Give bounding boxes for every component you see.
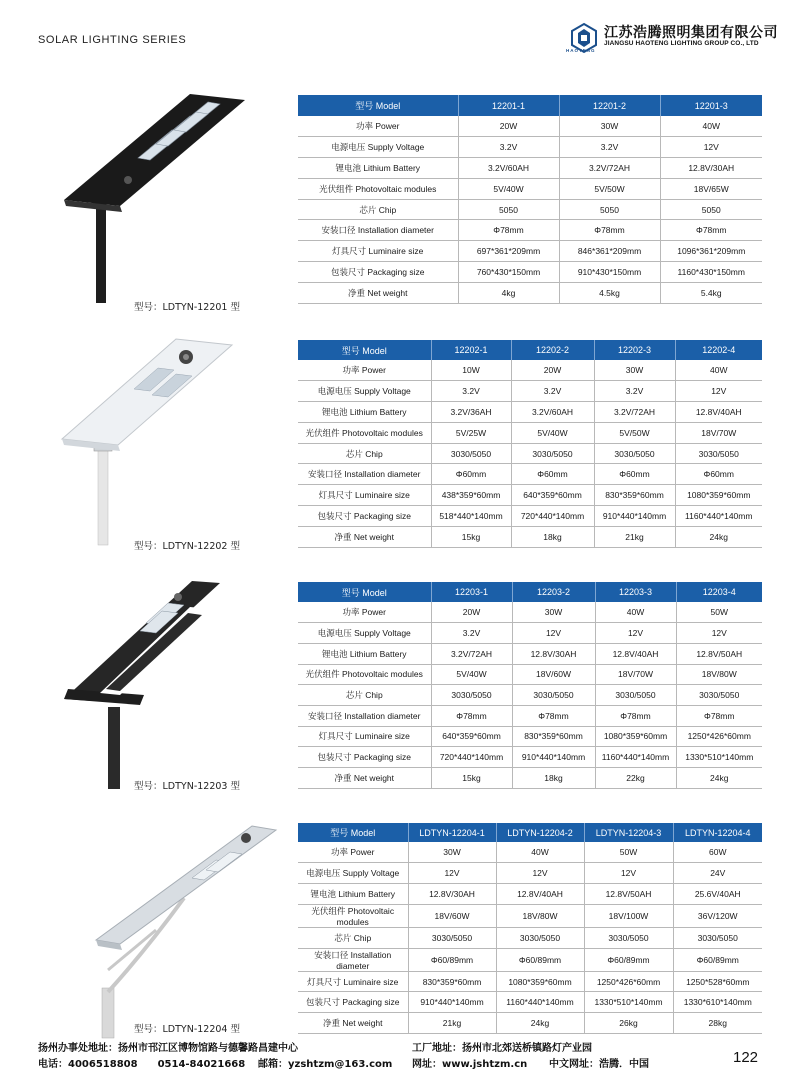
lamp-12201-image [50, 88, 260, 308]
spec-value: 12.8V/30AH [408, 884, 496, 905]
spec-table-12203 [298, 582, 762, 789]
table-row [298, 884, 762, 905]
spec-value: Φ78mm [512, 705, 595, 726]
spec-value: 1160*440*140mm [675, 506, 762, 527]
spec-value: 22kg [595, 768, 676, 789]
spec-value: 3.2V/60AH [511, 402, 594, 423]
spec-value: 5V/40W [458, 178, 559, 199]
spec-label: 锂电池 Lithium Battery [298, 158, 458, 179]
table-row [298, 178, 762, 199]
spec-value: 3030/5050 [594, 443, 675, 464]
model-label-12203: 型号：LDTYN-12203 型 [134, 781, 240, 792]
website: 网址：www.jshtzm.cn [412, 1059, 528, 1070]
spec-label: 锂电池 Lithium Battery [298, 884, 408, 905]
spec-value: 3.2V/36AH [431, 402, 511, 423]
spec-value: 5.4kg [660, 282, 762, 303]
spec-label: 净重 Net weight [298, 1013, 408, 1034]
spec-value: 36V/120W [673, 904, 762, 927]
spec-value: 1080*359*60mm [595, 726, 676, 747]
spec-label: 灯具尺寸 Luminaire size [298, 971, 408, 992]
table-row [298, 685, 762, 706]
table-row [298, 842, 762, 863]
spec-value: 3.2V/72AH [559, 158, 660, 179]
spec-value: Φ60mm [594, 464, 675, 485]
spec-label: 功率 Power [298, 360, 431, 381]
header-model-label: 型号 Model [298, 340, 431, 360]
spec-value: 910*440*140mm [512, 747, 595, 768]
spec-label: 芯片 Chip [298, 927, 408, 948]
header-model-variant: 12203-1 [431, 582, 512, 602]
table-row [298, 768, 762, 789]
table-row [298, 137, 762, 158]
logo-text: HAOTENG [566, 48, 596, 53]
spec-value: Φ60mm [431, 464, 511, 485]
spec-value: 1096*361*209mm [660, 241, 762, 262]
spec-value: 3030/5050 [431, 443, 511, 464]
spec-value: 3.2V [431, 381, 511, 402]
spec-value: 40W [496, 842, 584, 863]
spec-value: 3.2V [431, 623, 512, 644]
spec-value: 12V [512, 623, 595, 644]
table-row [298, 241, 762, 262]
spec-value: 3030/5050 [408, 927, 496, 948]
spec-value: Φ78mm [431, 705, 512, 726]
spec-value: 12V [676, 623, 762, 644]
spec-value: 10W [431, 360, 511, 381]
table-row [298, 927, 762, 948]
spec-value: 3030/5050 [496, 927, 584, 948]
spec-value: 3.2V/72AH [594, 402, 675, 423]
spec-value: 30W [559, 116, 660, 137]
spec-value: 1250*426*60mm [584, 971, 673, 992]
spec-value: 830*359*60mm [512, 726, 595, 747]
spec-label: 净重 Net weight [298, 768, 431, 789]
spec-value: 12.8V/30AH [512, 643, 595, 664]
spec-value: 910*440*140mm [408, 992, 496, 1013]
table-row [298, 464, 762, 485]
spec-value: 15kg [431, 768, 512, 789]
spec-value: 18V/80W [496, 904, 584, 927]
spec-value: 3030/5050 [511, 443, 594, 464]
spec-label: 电源电压 Supply Voltage [298, 623, 431, 644]
table-row [298, 526, 762, 547]
spec-value: 20W [511, 360, 594, 381]
header-model-variant: 12201-1 [458, 95, 559, 116]
spec-label: 安装口径 Installation diameter [298, 220, 458, 241]
spec-value: Φ60/89mm [496, 948, 584, 971]
spec-value: 18V/70W [675, 422, 762, 443]
spec-value: 4.5kg [559, 282, 660, 303]
table-row [298, 402, 762, 423]
table-row [298, 158, 762, 179]
lamp-12203-image [60, 577, 260, 792]
spec-value: 1330*610*140mm [673, 992, 762, 1013]
spec-label: 安装口径 Installation diameter [298, 948, 408, 971]
spec-value: 21kg [408, 1013, 496, 1034]
spec-value: 12.8V/50AH [676, 643, 762, 664]
spec-value: Φ78mm [559, 220, 660, 241]
spec-value: 28kg [673, 1013, 762, 1034]
header-model-variant: 12201-2 [559, 95, 660, 116]
spec-value: 1160*440*140mm [595, 747, 676, 768]
spec-value: 3.2V/60AH [458, 158, 559, 179]
spec-value: 24V [673, 863, 762, 884]
spec-value: Φ60/89mm [673, 948, 762, 971]
table-row [298, 199, 762, 220]
table-row [298, 971, 762, 992]
spec-value: 26kg [584, 1013, 673, 1034]
table-row [298, 381, 762, 402]
spec-value: 830*359*60mm [408, 971, 496, 992]
spec-label: 功率 Power [298, 602, 431, 623]
spec-label: 包装尺寸 Packaging size [298, 992, 408, 1013]
table-row [298, 664, 762, 685]
spec-value: 846*361*209mm [559, 241, 660, 262]
spec-value: 5050 [660, 199, 762, 220]
spec-value: Φ60/89mm [584, 948, 673, 971]
table-row [298, 623, 762, 644]
spec-value: 15kg [431, 526, 511, 547]
spec-value: 12V [595, 623, 676, 644]
spec-value: 697*361*209mm [458, 241, 559, 262]
spec-value: 1250*528*60mm [673, 971, 762, 992]
spec-label: 光伏组件 Photovoltaic modules [298, 178, 458, 199]
table-row [298, 643, 762, 664]
spec-label: 净重 Net weight [298, 526, 431, 547]
spec-value: 12.8V/50AH [584, 884, 673, 905]
office-phone: 电话：4006518808 0514-84021668 [38, 1059, 246, 1070]
spec-value: 24kg [675, 526, 762, 547]
company-name-cn: 江苏浩腾照明集团有限公司 [604, 25, 778, 41]
header-model-variant: 12202-3 [594, 340, 675, 360]
table-row [298, 992, 762, 1013]
header-model-variant: 12203-3 [595, 582, 676, 602]
spec-value: Φ60/89mm [408, 948, 496, 971]
spec-value: 12V [408, 863, 496, 884]
spec-value: 518*440*140mm [431, 506, 511, 527]
spec-label: 电源电压 Supply Voltage [298, 381, 431, 402]
spec-value: 1250*426*60mm [676, 726, 762, 747]
spec-label: 灯具尺寸 Luminaire size [298, 726, 431, 747]
cn-website: 中文网址：浩腾．中国 [549, 1059, 649, 1070]
spec-value: 438*359*60mm [431, 485, 511, 506]
spec-label: 包装尺寸 Packaging size [298, 506, 431, 527]
table-row [298, 485, 762, 506]
spec-label: 安装口径 Installation diameter [298, 464, 431, 485]
table-row [298, 262, 762, 283]
header-model-label: 型号 Model [298, 95, 458, 116]
table-row [298, 1013, 762, 1034]
spec-value: 30W [408, 842, 496, 863]
header-model-variant: 12203-4 [676, 582, 762, 602]
table-header-row [298, 95, 762, 116]
spec-value: 18V/60W [408, 904, 496, 927]
spec-value: 3.2V [594, 381, 675, 402]
spec-value: 30W [594, 360, 675, 381]
spec-value: 5V/50W [594, 422, 675, 443]
spec-value: Φ78mm [676, 705, 762, 726]
header-model-variant: 12202-1 [431, 340, 511, 360]
spec-value: 5V/25W [431, 422, 511, 443]
table-header-row [298, 582, 762, 602]
header-model-label: 型号 Model [298, 823, 408, 842]
spec-value: 3030/5050 [584, 927, 673, 948]
table-row [298, 360, 762, 381]
spec-label: 光伏组件 Photovoltaic modules [298, 904, 408, 927]
spec-value: 40W [675, 360, 762, 381]
series-title: SOLAR LIGHTING SERIES [38, 34, 187, 46]
spec-value: 1080*359*60mm [496, 971, 584, 992]
spec-value: 50W [584, 842, 673, 863]
spec-value: 5050 [559, 199, 660, 220]
table-header-row [298, 823, 762, 842]
spec-value: 910*430*150mm [559, 262, 660, 283]
spec-value: 12.8V/40AH [675, 402, 762, 423]
spec-label: 光伏组件 Photovoltaic modules [298, 664, 431, 685]
table-row [298, 443, 762, 464]
spec-value: 3030/5050 [673, 927, 762, 948]
spec-value: 12V [660, 137, 762, 158]
table-row [298, 726, 762, 747]
table-row [298, 116, 762, 137]
spec-value: 3.2V/72AH [431, 643, 512, 664]
spec-value: 910*440*140mm [594, 506, 675, 527]
spec-value: 18V/65W [660, 178, 762, 199]
spec-value: 20W [431, 602, 512, 623]
spec-table-12202 [298, 340, 762, 548]
spec-value: 1080*359*60mm [675, 485, 762, 506]
spec-table-12201 [298, 95, 762, 304]
model-label-12202: 型号：LDTYN-12202 型 [134, 541, 240, 552]
spec-value: 5V/40W [511, 422, 594, 443]
spec-label: 电源电压 Supply Voltage [298, 863, 408, 884]
spec-label: 净重 Net weight [298, 282, 458, 303]
spec-value: 24kg [676, 768, 762, 789]
spec-value: 830*359*60mm [594, 485, 675, 506]
table-row [298, 863, 762, 884]
spec-value: 720*440*140mm [431, 747, 512, 768]
spec-value: 1330*510*140mm [584, 992, 673, 1013]
spec-value: 720*440*140mm [511, 506, 594, 527]
table-row [298, 705, 762, 726]
spec-value: 3.2V [559, 137, 660, 158]
table-row [298, 948, 762, 971]
spec-value: 18V/80W [676, 664, 762, 685]
company-name-en: JIANGSU HAOTENG LIGHTING GROUP CO., LTD [604, 40, 759, 47]
table-row [298, 282, 762, 303]
spec-value: 3030/5050 [676, 685, 762, 706]
spec-label: 安装口径 Installation diameter [298, 705, 431, 726]
factory-address: 工厂地址：扬州市北郊送桥镇路灯产业园 [412, 1043, 592, 1054]
header-model-variant: LDTYN-12204-4 [673, 823, 762, 842]
spec-value: 1160*430*150mm [660, 262, 762, 283]
spec-value: Φ60mm [511, 464, 594, 485]
spec-value: 30W [512, 602, 595, 623]
spec-value: 5V/40W [431, 664, 512, 685]
spec-value: 40W [595, 602, 676, 623]
spec-value: 3030/5050 [431, 685, 512, 706]
spec-value: 3030/5050 [512, 685, 595, 706]
spec-value: Φ78mm [660, 220, 762, 241]
spec-value: 20W [458, 116, 559, 137]
spec-value: 12.8V/40AH [496, 884, 584, 905]
header-model-variant: 12203-2 [512, 582, 595, 602]
table-row [298, 506, 762, 527]
spec-value: 12V [675, 381, 762, 402]
spec-value: 760*430*150mm [458, 262, 559, 283]
spec-value: 5V/50W [559, 178, 660, 199]
spec-value: 1330*510*140mm [676, 747, 762, 768]
spec-value: 50W [676, 602, 762, 623]
spec-value: 1160*440*140mm [496, 992, 584, 1013]
model-label-12204: 型号：LDTYN-12204 型 [134, 1024, 240, 1035]
spec-value: 640*359*60mm [511, 485, 594, 506]
spec-label: 芯片 Chip [298, 199, 458, 220]
spec-label: 功率 Power [298, 842, 408, 863]
office-email: 邮箱：yzshtzm@163.com [258, 1059, 393, 1070]
table-header-row [298, 340, 762, 360]
header-model-variant: LDTYN-12204-3 [584, 823, 673, 842]
table-row [298, 220, 762, 241]
spec-value: 3030/5050 [675, 443, 762, 464]
spec-label: 灯具尺寸 Luminaire size [298, 241, 458, 262]
spec-value: 18V/100W [584, 904, 673, 927]
spec-value: 40W [660, 116, 762, 137]
spec-value: 21kg [594, 526, 675, 547]
spec-label: 光伏组件 Photovoltaic modules [298, 422, 431, 443]
spec-label: 锂电池 Lithium Battery [298, 402, 431, 423]
header-model-variant: LDTYN-12204-1 [408, 823, 496, 842]
page-number: 122 [733, 1049, 759, 1066]
spec-label: 包装尺寸 Packaging size [298, 747, 431, 768]
table-row [298, 602, 762, 623]
spec-value: 18V/70W [595, 664, 676, 685]
spec-label: 芯片 Chip [298, 685, 431, 706]
header-model-variant: 12202-2 [511, 340, 594, 360]
spec-value: 640*359*60mm [431, 726, 512, 747]
spec-value: 5050 [458, 199, 559, 220]
table-row [298, 904, 762, 927]
spec-value: 18kg [511, 526, 594, 547]
header-model-variant: 12201-3 [660, 95, 762, 116]
spec-label: 功率 Power [298, 116, 458, 137]
spec-label: 灯具尺寸 Luminaire size [298, 485, 431, 506]
model-label-12201: 型号：LDTYN-12201 型 [134, 302, 240, 313]
spec-value: 4kg [458, 282, 559, 303]
spec-label: 锂电池 Lithium Battery [298, 643, 431, 664]
spec-table-12204 [298, 823, 762, 1034]
spec-value: 12V [584, 863, 673, 884]
spec-value: Φ78mm [595, 705, 676, 726]
spec-label: 包装尺寸 Packaging size [298, 262, 458, 283]
header-model-label: 型号 Model [298, 582, 431, 602]
spec-value: 25.6V/40AH [673, 884, 762, 905]
spec-value: 18V/60W [512, 664, 595, 685]
table-row [298, 422, 762, 443]
header-model-variant: LDTYN-12204-2 [496, 823, 584, 842]
header-model-variant: 12202-4 [675, 340, 762, 360]
spec-value: 12.8V/30AH [660, 158, 762, 179]
lamp-12202-image [56, 335, 256, 550]
spec-value: 3030/5050 [595, 685, 676, 706]
office-address: 扬州办事处地址：扬州市邗江区博物馆路与德馨路昌建中心 [38, 1043, 298, 1054]
spec-value: 12.8V/40AH [595, 643, 676, 664]
spec-value: 12V [496, 863, 584, 884]
spec-label: 电源电压 Supply Voltage [298, 137, 458, 158]
spec-value: Φ78mm [458, 220, 559, 241]
spec-label: 芯片 Chip [298, 443, 431, 464]
spec-value: 24kg [496, 1013, 584, 1034]
spec-value: 60W [673, 842, 762, 863]
spec-value: Φ60mm [675, 464, 762, 485]
spec-value: 3.2V [511, 381, 594, 402]
spec-value: 3.2V [458, 137, 559, 158]
spec-value: 18kg [512, 768, 595, 789]
table-row [298, 747, 762, 768]
lamp-12204-image [76, 820, 286, 1040]
